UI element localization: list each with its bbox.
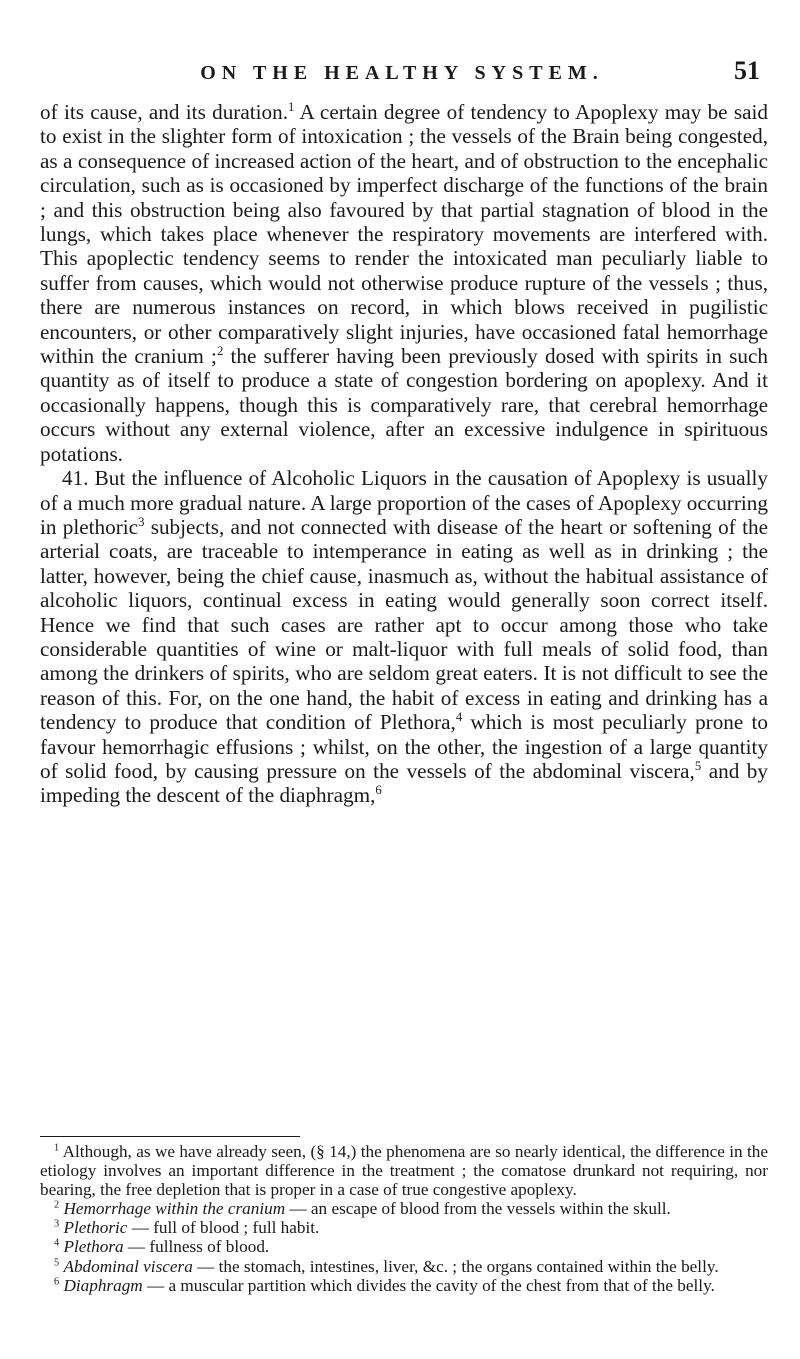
paragraph-41: [40, 466, 768, 808]
body-text: [40, 100, 768, 808]
footnote-ref: 2: [216, 344, 224, 358]
text-run: which is most peculiarly prone to favour hemorrhagic effusions ; whilst, on the other, the ingestion of a large quantity of solid food, by causing pressure on the vessels of the abdominal viscera,: [40, 710, 768, 783]
footnote-ref: 3: [138, 514, 145, 529]
text-run: subjects, and not connected with disease of the heart or softening of the arterial coats, are traceable to intemperance in eating as well as in drinking ; the latter, however, being the chief cause, inasmuch as, without the habitual assistance of alcoholic liquors, continual excess in eating would generally soon correct itself. Hence we find that such cases are rather apt to occur among those who take considerable quantities of wine or malt-liquor with full meals of solid food, than among the drinkers of spirits, who are seldom great eaters. It is not difficult to see the reason of this. For, on the one hand, the habit of excess in eating and drinking has a tendency to produce that condition of Plethora,: [40, 514, 768, 735]
footnote-4: [40, 1237, 768, 1256]
footnote-6: [40, 1276, 768, 1295]
footnote-text: — an escape of blood from the vessels within the skull.: [285, 1199, 671, 1219]
footnote-term: Diaphragm: [63, 1275, 143, 1295]
footnote-mark: 4: [54, 1237, 60, 1249]
footnote-5: [40, 1257, 768, 1276]
footnote-ref: 4: [455, 710, 463, 725]
footnote-ref: 1: [288, 99, 295, 114]
text-run: A certain degree of tendency to Apoplexy may be said to exist in the slighter form of intoxication ; the vessels of the Brain being congested, as a consequence of increased action of the heart, and of obstruction to the encephalic circulation, such as is occasioned by imperfect discharge of the functions of the brain ; and this obstruction being also favoured by that partial stagnation of blood in the lungs, which takes place whenever the respiratory movements are interfered with. This apoplectic tendency seems to render the intoxicated man peculiarly liable to suffer from causes, which would not otherwise produce rupture of the vessels ; thus, there are numerous instances on record, in which blows received in pugilistic encounters, or other comparatively slight injuries, have occasioned fatal hemorrhage within the cranium ;: [40, 100, 768, 369]
footnote-1: [40, 1142, 768, 1199]
footnote-divider: [40, 1136, 300, 1137]
footnote-mark: 3: [54, 1218, 60, 1230]
text-run: 41. But the influence of Alcoholic Liquors in the causation of Apoplexy is usually of a much more gradual nature. A large proportion of the cases of Apoplexy occurring in plethoric: [40, 466, 768, 539]
footnote-3: [40, 1218, 768, 1237]
footnote-text: — the stomach, intestines, liver, &c. ; the organs contained within the belly.: [192, 1256, 719, 1276]
footnote-mark: 6: [54, 1275, 60, 1287]
text-run: the sufferer having been previously dosed with spirits in such quantity as of itself to produce a state of congestion bordering on apoplexy. And it occasionally happens, though this is comparatively rare, that cerebral hemorrhage occurs without any external violence, after an excessive indulgence in spirituous potations.: [40, 344, 768, 466]
footnote-mark: 2: [54, 1199, 60, 1211]
footnote-term: Plethoric: [63, 1218, 128, 1238]
footnote-mark: 1: [54, 1142, 60, 1154]
footnotes: [40, 1142, 768, 1295]
footnote-term: Plethora: [63, 1237, 124, 1257]
paragraph: [40, 100, 768, 466]
page-number: 51: [734, 56, 760, 85]
text-run: and by impeding the descent of the diaphragm,: [40, 758, 768, 808]
footnote-text: — full of blood ; full habit.: [127, 1218, 320, 1238]
footnote-ref: 6: [375, 783, 382, 798]
footnote-term: Hemorrhage within the cranium: [63, 1199, 286, 1219]
running-title: ON THE HEALTHY SYSTEM.: [200, 62, 604, 84]
footnote-text: — a muscular partition which divides the cavity of the chest from that of the belly.: [142, 1275, 715, 1295]
footnote-text: — fullness of blood.: [123, 1237, 270, 1257]
text-run: of its cause, and its duration.: [40, 100, 289, 124]
page-header: [40, 56, 764, 96]
footnote-text: Although, as we have already seen, (§ 14,) the phenomena are so nearly identical, the difference in the etiology involves an important difference in the treatment ; the comatose drunkard not requiring, nor bearing, the free depletion that is proper in a case of true congestive apoplexy.: [40, 1142, 768, 1200]
footnote-mark: 5: [54, 1256, 60, 1268]
footnote-ref: 5: [694, 758, 702, 773]
footnote-2: [40, 1199, 768, 1218]
footnote-term: Abdominal viscera: [63, 1256, 193, 1276]
